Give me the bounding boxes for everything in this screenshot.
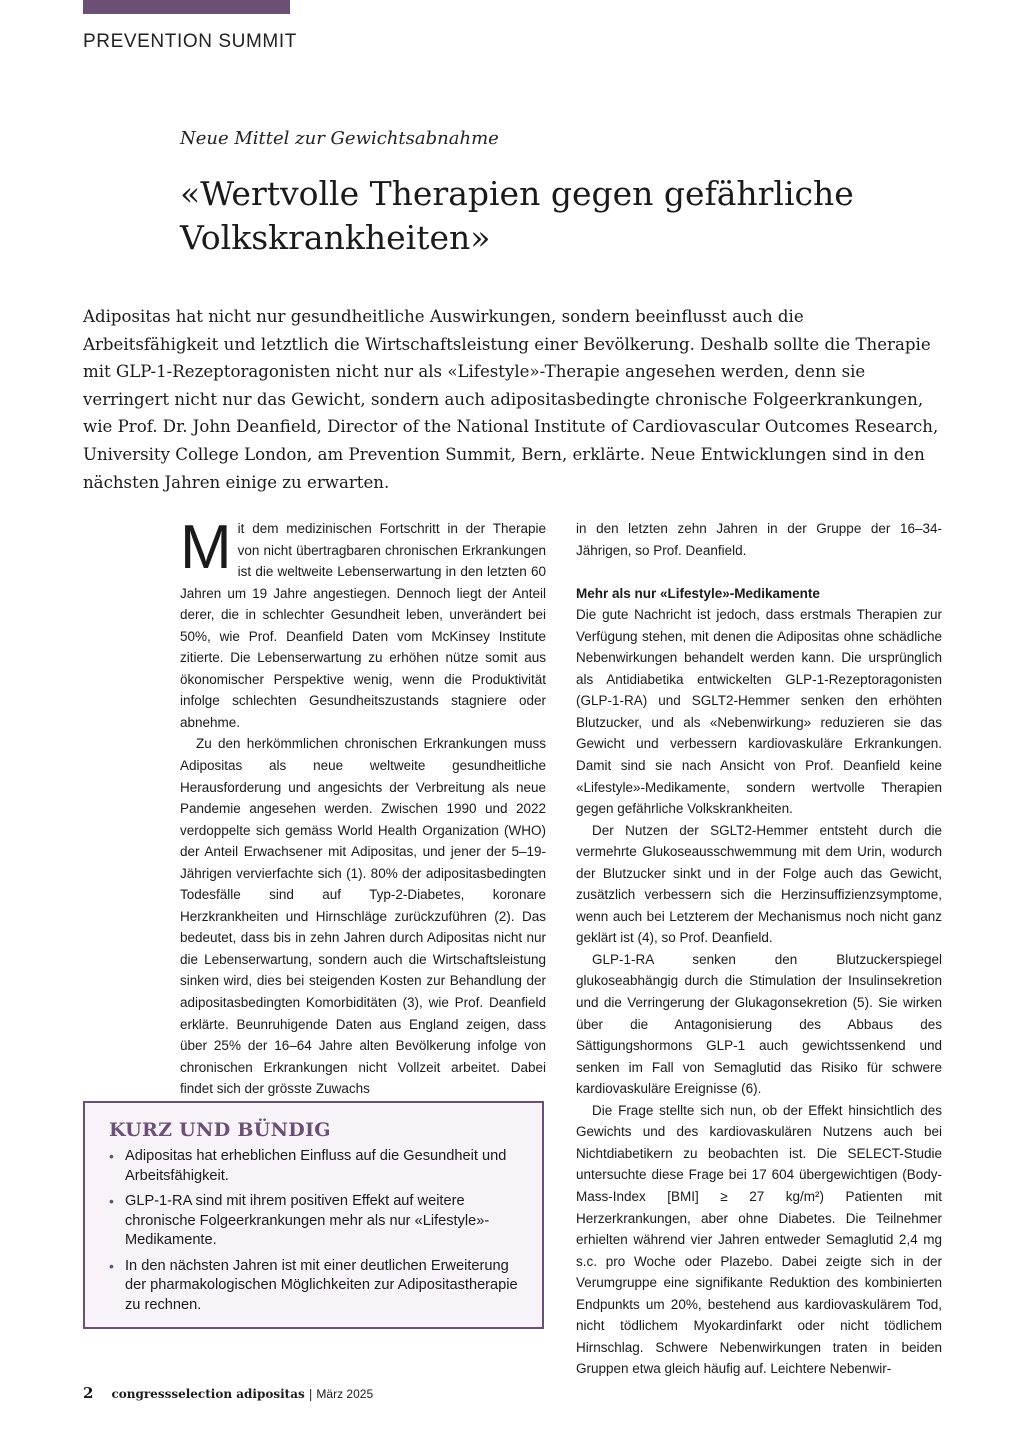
- summary-item: [109, 1192, 518, 1251]
- summary-item-text: In den nächsten Jahren ist mit einer deutlichen Erweiterung der pharmakologischen Möglichkeiten zur Adipositastherapie zu rechnen.: [125, 1257, 518, 1313]
- lead-paragraph: Adipositas hat nicht nur gesundheitliche Auswirkungen, sondern beeinflusst auch die Arbeitsfähigkeit und letztlich die Wirtschaftsleistung einer Bevölkerung. Deshalb sollte die Therapie mit GLP-1-Rezeptoragonisten nicht nur als «Lifestyle»-Therapie angesehen werden, denn sie verringert nicht nur das Gewicht, sondern auch adipositasbedingte chronische Folgeerkrankungen, wie Prof. Dr. John Deanfield, Director of the National Institute of Cardiovascular Outcomes Research, University College London, am Prevention Summit, Bern, erklärte. Neue Entwicklungen sind in den nächsten Jahren einige zu erwarten.: [83, 307, 939, 492]
- article-kicker: Neue Mittel zur Gewichtsabnahme: [180, 128, 499, 149]
- section-label: PREVENTION SUMMIT: [83, 31, 297, 52]
- summary-box: [83, 1101, 544, 1329]
- section-subheading: Mehr als nur «Lifestyle»-Medikamente: [576, 585, 820, 601]
- body-paragraph: GLP-1-RA senken den Blutzuckerspiegel glukoseabhängig durch die Stimulation der Insulinsekretion und die Verringerung der Glukagonsekretion (5). Sie wirken über die Antagonisierung des Abbaus des Sättigungshormons GLP-1 auch gewichtssenkend und senken im Fall von Semaglutid das Risiko für schwere kardiovaskuläre Ereignisse (6).: [576, 951, 942, 1097]
- body-paragraph: Die Frage stellte sich nun, ob der Effekt hinsichtlich des Gewichts und des kardiovaskulären Nutzens auch bei Nichtdiabetikern zu beobachten ist. Die SELECT-Studie untersuchte diese Frage bei 17 604 übergewichtigen (Body-Mass-Index [BMI] ≥ 27 kg/m²) Patienten mit Herzerkrankungen, aber ohne Diabetes. Die Teilnehmer erhielten während vier Jahren entweder Semaglutid 2,4 mg s.c. pro Woche oder Plazebo. Dabei zeigte sich in der Verumgruppe eine signifikante Reduktion des kombinierten Endpunkts um 20%, bestehend aus kardiovaskulärem Tod, nicht tödlichem Myokardinfarkt oder nicht tödlichem Hirnschlag. Schwere Nebenwirkungen traten in beiden Gruppen etwa gleich häufig auf. Leichtere Nebenwir-: [576, 1102, 942, 1377]
- right-column: [576, 518, 942, 1380]
- body-paragraph: Die gute Nachricht ist jedoch, dass erstmals Therapien zur Verfügung stehen, mit denen die Adipositas ohne schädliche Nebenwirkungen behandelt werden kann. Die ursprünglich als Antidiabetika entwickelten GLP-1-Rezeptoragonisten (GLP-1-RA) und SGLT2-Hemmer senken den erhöhten Blutzucker, und als «Nebenwirkung» reduzieren sie das Gewicht und verbessern kardiovaskuläre Erkrankungen. Damit sind sie nach Ansicht von Prof. Deanfield keine «Lifestyle»-Medikamente, sondern wertvolle Therapien gegen gefährliche Volkskrankheiten.: [576, 607, 942, 817]
- left-column: [180, 513, 546, 1100]
- article-lead: [83, 303, 943, 496]
- body-paragraph: [180, 513, 546, 733]
- summary-item: [109, 1147, 518, 1186]
- top-accent-bar: [83, 0, 290, 14]
- summary-box-title: KURZ UND BÜNDIG: [109, 1119, 331, 1141]
- journal-name: congressselection adipositas: [111, 1387, 305, 1401]
- footer-separator: |: [304, 1387, 317, 1401]
- bullet-icon: •: [109, 1193, 114, 1209]
- summary-item: [109, 1257, 518, 1316]
- body-paragraph-text: it dem medizinischen Fortschritt in der Therapie von nicht übertragbaren chronischen Erkrankungen ist die weltweite Lebenserwartung in den letzten 60 Jahren um 19 Jahre angestiegen. Dennoch liegt der Anteil derer, die in schlechter Gesundheit leben, unverändert bei 50%, wie Prof. Deanfield Daten vom McKinsey Institute zitierte. Die Lebenserwartung zu erhöhen nütze somit aus ökonomischer Perspektive wenig, wenn die Produktivität infolge schlechten Gesundheitszustands stagniere oder abnehme.: [180, 521, 546, 730]
- drop-cap: M: [180, 513, 232, 582]
- summary-item-text: GLP-1-RA sind mit ihrem positiven Effekt auf weitere chronische Folgeerkrankungen mehr als nur «Lifestyle»-Medikamente.: [125, 1193, 490, 1248]
- body-paragraph: Zu den herkömmlichen chronischen Erkrankungen muss Adipositas als neue weltweite gesundheitliche Herausforderung und angesichts der Verbreitung als neue Pandemie angesehen werden. Zwischen 1990 und 2022 verdoppelte sich gemäss World Health Organization (WHO) der Anteil Erwachsener mit Adipositas, und jener der 5–19-Jährigen vervierfachte sich (1). 80% der adipositasbedingten Todesfälle sind auf Typ-2-Diabetes, koronare Herzkrankheiten und Hirnschläge zurückzuführen (2). Das bedeutet, dass bis in zehn Jahren durch Adipositas nicht nur die Lebenserwartung, sondern auch die Wirtschaftsleistung sinken wird, dies bei steigenden Kosten zur Behandlung der adipositasbedingten Komorbiditäten (3), wie Prof. Deanfield erklärte. Beunruhigende Daten aus England zeigen, dass über 25% der 16–64 Jahre alten Bevölkerung infolge von chronischen Erkrankungen nicht Vollzeit arbeitet. Dabei findet sich der grösste Zuwachs: [180, 736, 546, 1097]
- article-headline: [180, 172, 880, 260]
- summary-item-text: Adipositas hat erheblichen Einfluss auf die Gesundheit und Arbeitsfähigkeit.: [125, 1148, 507, 1184]
- bullet-icon: •: [109, 1257, 114, 1274]
- issue-date: März 2025: [316, 1387, 374, 1401]
- page-number: 2: [83, 1384, 94, 1402]
- body-paragraph: in den letzten zehn Jahren in der Gruppe der 16–34-Jährigen, so Prof. Deanfield.: [576, 521, 942, 558]
- headline-line-1: «Wertvolle Therapien gegen gefährliche: [180, 174, 854, 213]
- body-paragraph: Der Nutzen der SGLT2-Hemmer entsteht durch die vermehrte Glukoseausschwemmung mit dem Urin, wodurch der Blutzucker sinkt und in der Folge auch das Gewicht, zusätzlich verbessern sich die Herzinsuffizienzsymptome, wenn auch bei Letzterem der Mechanismus noch nicht ganz geklärt ist (4), so Prof. Deanfield.: [576, 822, 942, 946]
- bullet-icon: •: [109, 1148, 114, 1164]
- summary-list: [109, 1147, 518, 1315]
- headline-line-2: Volkskrankheiten»: [180, 218, 491, 257]
- page-footer: [83, 1384, 373, 1402]
